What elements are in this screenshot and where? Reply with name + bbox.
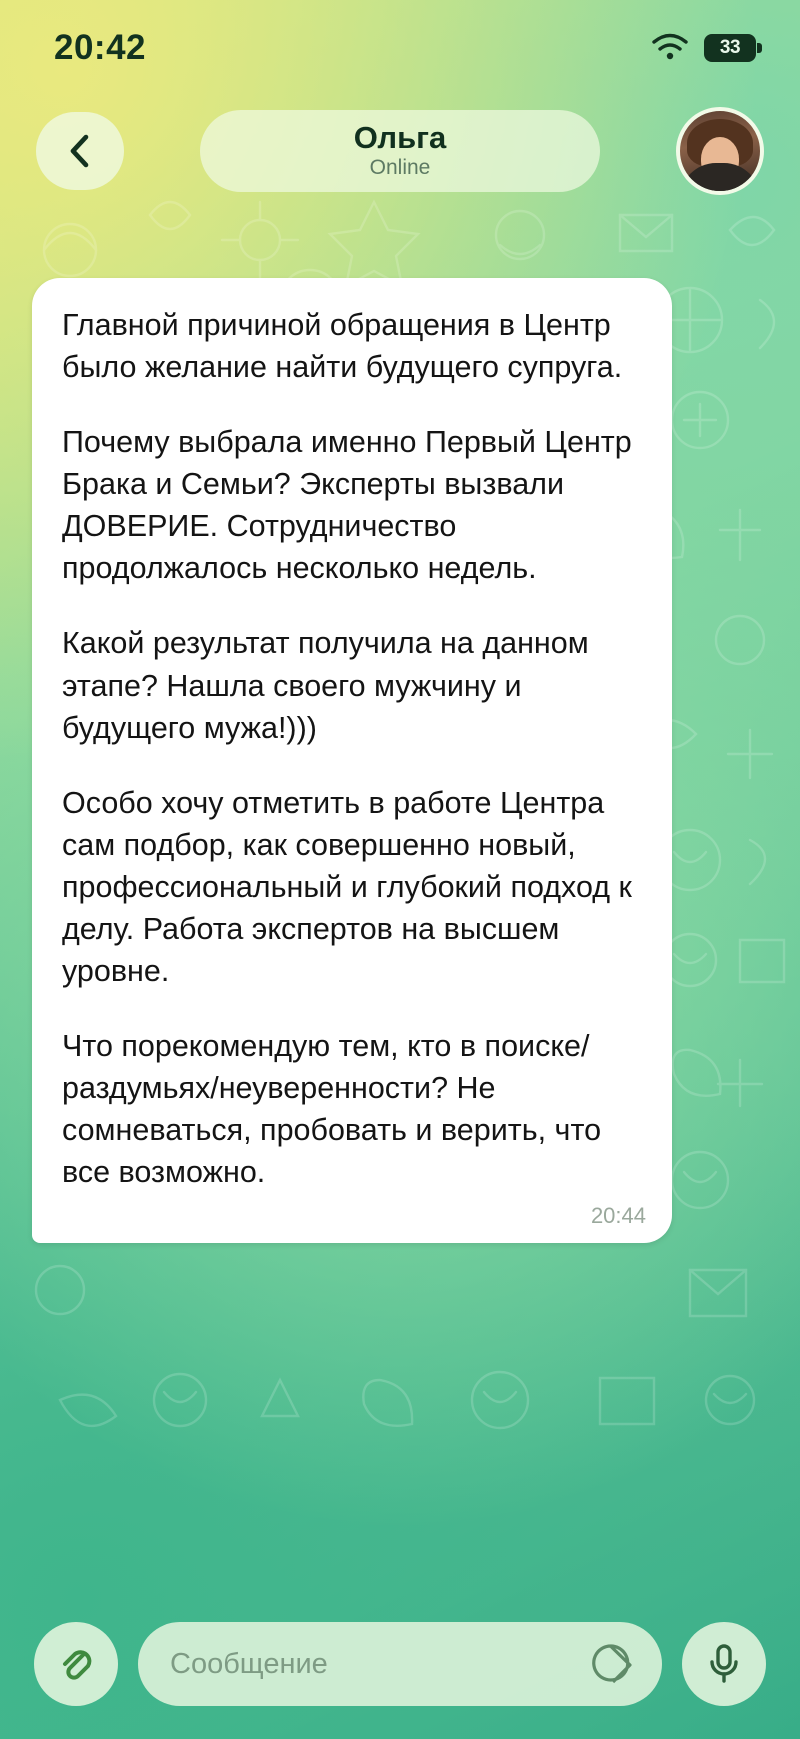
chevron-left-icon [65, 131, 95, 171]
battery-icon [704, 34, 756, 62]
chat-title: Ольга [353, 119, 447, 155]
status-bar [0, 0, 800, 96]
sticker-button[interactable] [586, 1639, 636, 1689]
chat-status: Online [369, 156, 431, 180]
contact-avatar[interactable] [676, 107, 764, 195]
avatar-body [680, 163, 760, 195]
battery-level: 33 [719, 37, 741, 58]
message-paragraph: Особо хочу отметить в работе Центра сам подбор, как совершенно новый, профессиональный и глубокий подход к делу. Работа экспертов на высшем уровне. [62, 785, 632, 989]
message-list [0, 206, 800, 1516]
status-indicators [650, 31, 756, 66]
back-button[interactable] [36, 112, 124, 190]
microphone-button[interactable] [682, 1622, 766, 1706]
paperclip-icon [55, 1642, 97, 1687]
chat-header [0, 96, 800, 206]
message-input[interactable] [170, 1648, 574, 1681]
message-composer [0, 1589, 800, 1739]
message-paragraph: Какой результат получила на данном этапе? Нашла своего мужчину и будущего мужа!))) [62, 626, 589, 745]
message-paragraph: Главной причиной обращения в Центр было желание найти будущего супруга. [62, 308, 623, 385]
message-timestamp: 20:44 [590, 1203, 646, 1229]
wifi-icon [650, 31, 690, 66]
message-paragraph: Что порекомендую тем, кто в поиске/раздумьях/неуверенности? Не сомневаться, пробовать и верить, что все возможно. [62, 1029, 602, 1190]
status-time: 20:42 [54, 28, 147, 67]
message-bubble[interactable] [32, 278, 672, 1243]
message-input-pill[interactable] [138, 1622, 662, 1706]
attach-button[interactable] [34, 1622, 118, 1706]
microphone-icon [704, 1641, 744, 1688]
chat-title-pill[interactable] [200, 110, 600, 192]
message-paragraph: Почему выбрала именно Первый Центр Брака и Семьи? Эксперты вызвали ДОВЕРИЕ. Сотрудничество продолжалось несколько недель. [62, 425, 632, 586]
bubble-spacer [62, 1193, 642, 1213]
sticker-icon [589, 1641, 633, 1688]
